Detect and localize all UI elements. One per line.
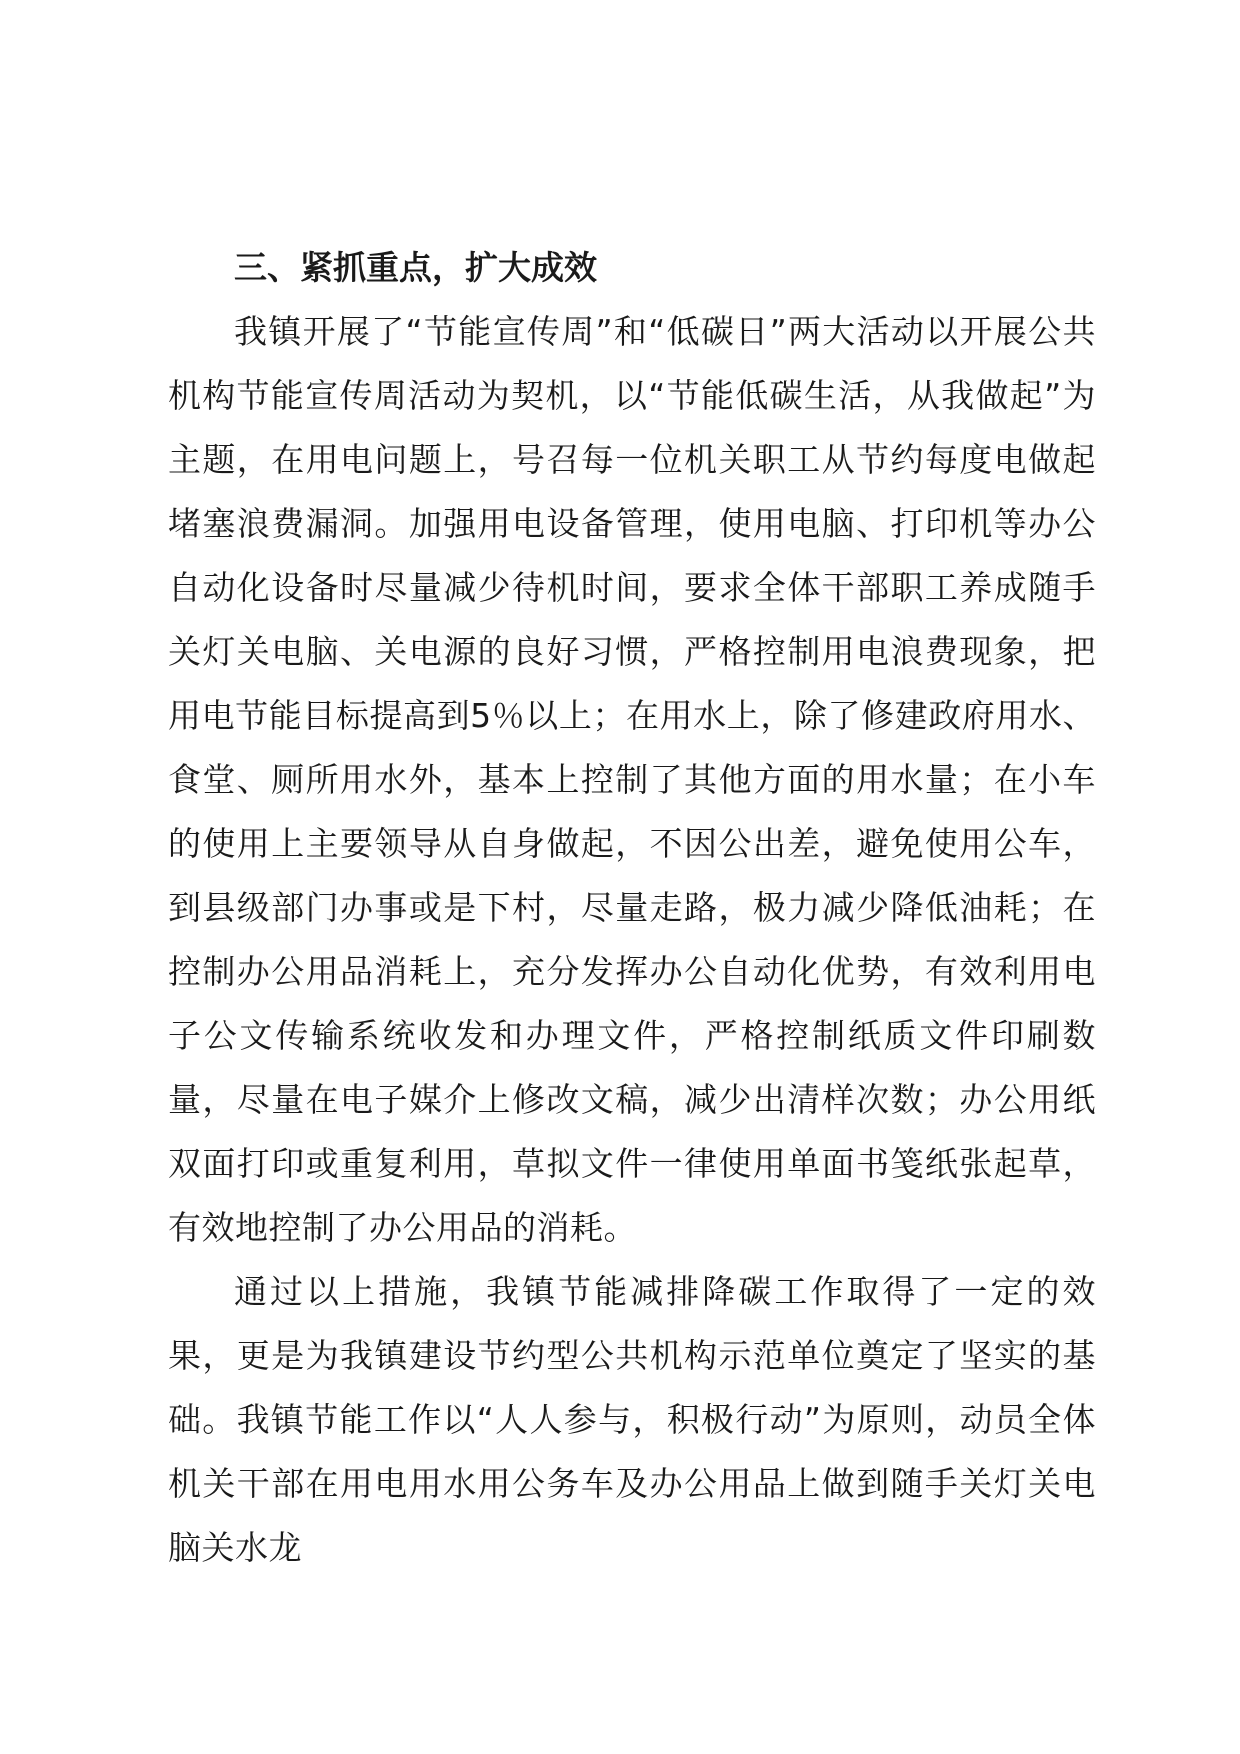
document-body [168, 236, 1096, 1580]
paragraph: 通过以上措施，我镇节能减排降碳工作取得了一定的效果，更是为我镇建设节约型公共机构示范单位奠定了坚实的基础。我镇节能工作以“人人参与，积极行动”为原则，动员全体机关干部在用电用水用公务车及办公用品上做到随手关灯关电脑关水龙 [168, 1272, 1096, 1567]
paragraph: 我镇开展了“节能宣传周”和“低碳日”两大活动以开展公共机构节能宣传周活动为契机，以“节能低碳生活，从我做起”为主题，在用电问题上，号召每一位机关职工从节约每度电做起堵塞浪费漏洞。加强用电设备管理，使用电脑、打印机等办公自动化设备时尽量减少待机时间，要求全体干部职工养成随手关灯关电脑、关电源的良好习惯，严格控制用电浪费现象，把用电节能目标提高到5％以上；在用水上，除了修建政府用水、食堂、厕所用水外，基本上控制了其他方面的用水量；在小车的使用上主要领导从自身做起，不因公出差，避免使用公车，到县级部门办事或是下村，尽量走路，极力减少降低油耗；在控制办公用品消耗上，充分发挥办公自动化优势，有效利用电子公文传输系统收发和办理文件，严格控制纸质文件印刷数量，尽量在电子媒介上修改文稿，减少出清样次数；办公用纸双面打印或重复利用，草拟文件一律使用单面书笺纸张起草，有效地控制了办公用品的消耗。 [168, 312, 1096, 1247]
section-heading: 三、紧抓重点，扩大成效 [234, 248, 597, 287]
